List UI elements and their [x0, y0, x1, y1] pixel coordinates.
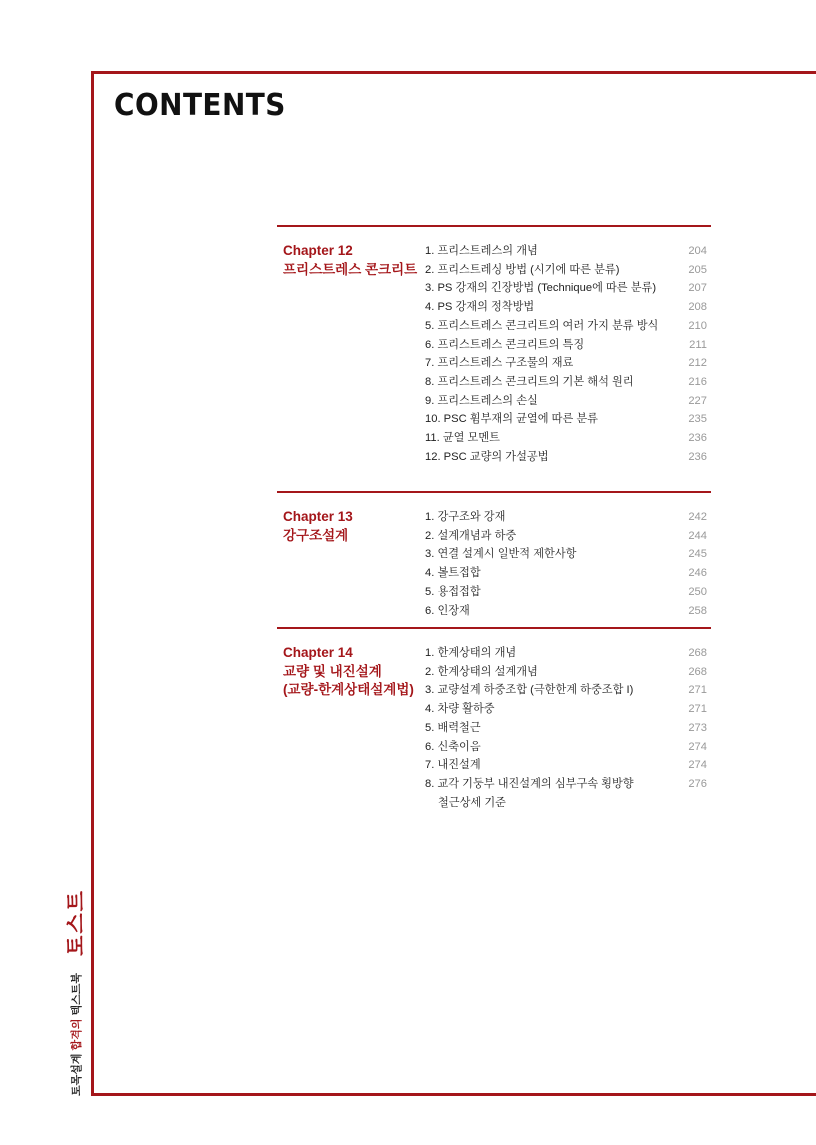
toc-entry[interactable]: 4. 차량 활하중 271: [425, 703, 707, 716]
chapter-12: [277, 225, 711, 491]
toc-entry[interactable]: 5. 프리스트레스 콘크리트의 여러 가지 분류 방식 210: [425, 319, 707, 332]
brand-text-part1: 토목설계: [71, 1053, 83, 1096]
toc-entry[interactable]: 5. 용접접합 250: [425, 585, 707, 598]
toc-entry[interactable]: 8. 프리스트레스 콘크리트의 기본 해석 원리 216: [425, 375, 707, 388]
toc-entry[interactable]: 6. 프리스트레스 콘크리트의 특징 211: [425, 338, 707, 351]
toc-entry[interactable]: 7. 내진설계 274: [425, 759, 707, 772]
toc-entry[interactable]: 4. 볼트접합 246: [425, 567, 707, 580]
toc-entry[interactable]: 8. 교각 기둥부 내진설계의 심부구속 횡방향 276: [425, 777, 707, 790]
page-title: CONTENTS: [114, 88, 286, 123]
chapter-label: Chapter 14: [283, 645, 353, 660]
chapter-title: 프리스트레스 콘크리트: [283, 261, 418, 277]
chapter-14: [277, 627, 711, 812]
toc-entry[interactable]: 6. 신축이음 274: [425, 740, 707, 753]
toc-entry[interactable]: 10. PSC 휨부재의 균열에 따른 분류 235: [425, 413, 707, 426]
toc-entry[interactable]: 2. 한계상태의 설계개념 268: [425, 665, 707, 678]
brand-text-part2: 합격의: [71, 1018, 83, 1051]
toc-entry[interactable]: 1. 프리스트레스의 개념 204: [425, 245, 707, 257]
toc-entry[interactable]: 9. 프리스트레스의 손실 227: [425, 394, 707, 407]
table-of-contents: [277, 225, 711, 812]
toc-entry[interactable]: 7. 프리스트레스 구조물의 재료 212: [425, 357, 707, 370]
chapter-title: 강구조설계: [283, 527, 349, 543]
chapter-13: [277, 491, 711, 627]
toc-entry[interactable]: 11. 균열 모멘트 236: [425, 432, 707, 445]
toc-entry[interactable]: 3. PS 강재의 긴장방법 (Technique에 따른 분류) 207: [425, 282, 707, 295]
toc-entry[interactable]: 6. 인장재 258: [425, 604, 707, 617]
chapter-title: 교량 및 내진설계: [283, 663, 382, 679]
brand-text-part3: 텍스트북: [71, 972, 83, 1016]
brand-logo: 토스트: [65, 889, 88, 956]
toc-entry[interactable]: 5. 배력철근 273: [425, 721, 707, 734]
toc-entry[interactable]: 2. 설계개념과 하중 244: [425, 529, 707, 542]
toc-entry[interactable]: 1. 한계상태의 개념 268: [425, 647, 707, 659]
toc-entry[interactable]: 1. 강구조와 강재 242: [425, 511, 707, 523]
toc-entry[interactable]: 2. 프리스트레싱 방법 (시기에 따른 분류) 205: [425, 263, 707, 276]
toc-entry-continuation: 철근상세 기준: [438, 796, 506, 809]
chapter-label: Chapter 12: [283, 243, 353, 258]
chapter-label: Chapter 13: [283, 509, 353, 524]
toc-entry[interactable]: 3. 교량설계 하중조합 (극한한계 하중조합 I) 271: [425, 684, 707, 697]
toc-entry[interactable]: 12. PSC 교량의 가설공법 236: [425, 450, 707, 463]
chapter-subtitle: (교량-한계상태설계법): [283, 682, 414, 697]
toc-entry[interactable]: 4. PS 강재의 정착방법 208: [425, 301, 707, 314]
toc-entry[interactable]: 3. 연결 설계시 일반적 제한사항 245: [425, 548, 707, 561]
sidebar-brand: [60, 889, 90, 1096]
